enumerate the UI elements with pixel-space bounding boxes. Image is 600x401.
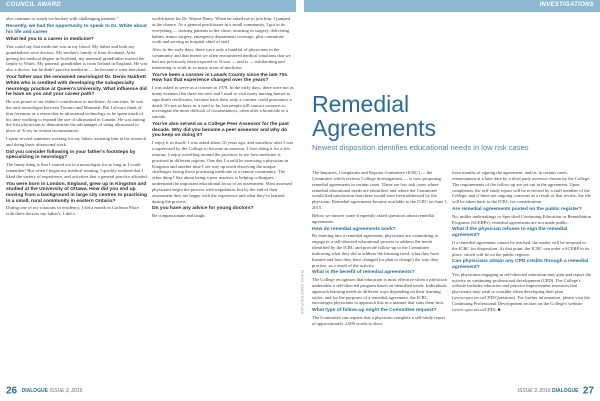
- answer: By entering into a remedial agreement, physicians are committing to engage in a self-directed educational process to address the needs identified by the ICRC and provide follow-up to the Committee indicating what they did to address the learning need, what they have learned and how they have changed (or plan to change) the way they practise, as a result of the activity.: [312, 233, 440, 268]
- article-subheadline: Newest disposition identifies educational needs in low risk cases: [312, 143, 529, 152]
- section-label-right: INVESTIGATIONS: [539, 2, 594, 8]
- headline-line-1: Remedial: [312, 91, 410, 117]
- article-column-3: [312, 170, 448, 378]
- answer: Be compassionate and laugh.: [152, 213, 206, 219]
- question: You've been a coroner in Lanark County since the late 70s. How has that experience changed over the years?: [152, 72, 289, 84]
- answer: I was asked to serve as a coroner in 1978. In the early days, there were not as many avenues that there are now and I used to visit many nursing homes to sign death certificates, because back then, only a coroner could pronounce a death. It's not as busy as it used to be, but people still contact coroners to investigate the more difficult of circumstances, often after a homicide or a suicide.: [152, 85, 294, 120]
- question: You were born in London, England, grew up in Kingston and studied at the University of Ottawa. How did you end up moving from a background in large city centres to practising in a small, rural community in eastern Ontario?: [6, 181, 148, 204]
- intro-heading: Recently, we had the opportunity to speak to Dr. White about his life and career: [6, 23, 147, 35]
- question: You've also served as a College Peer Assessor for the past decade. Why did you become a peer assessor and why do you keep on doing it?: [152, 122, 289, 139]
- paragraph: Below we answer some frequently asked questions about remedial agreements.: [312, 212, 435, 224]
- question: What if the physician refuses to sign the remedial agreement?: [452, 227, 568, 239]
- question: What type of follow-up might the Committee request?: [312, 308, 437, 314]
- paragraph: also continue to watch ice hockey with challenging patients.": [6, 16, 119, 21]
- publication-left: [22, 388, 83, 394]
- answer: He was proud of our father's contribution to medicine. At one time, he was the only neurologist between Toronto and Montreal. But I always think of him foremost as a researcher in ultrasound technology as he spent much of his time working to expand the use of ultrasound in Canada. He was among the first physicians to demonstrate the advantages of using ultrasound in place of X-ray in certain circumstances.: [6, 98, 146, 134]
- question: Are remedial agreements posted on the public register?: [452, 207, 582, 213]
- answer: The funny thing is that I started out in a neurologist for as long as I could remember! But when I began my medical training, I quickly realized that I liked the variety of experience, and activities that a general practice afforded.: [6, 162, 148, 179]
- question: Do you have any advice for young doctors?: [152, 206, 254, 212]
- headline-line-2: Agreements: [312, 115, 437, 141]
- section-label-left: COUNCIL AWARD: [6, 2, 61, 8]
- article-headline: [312, 92, 436, 140]
- paragraph: The Inquiries, Complaints and Reports Committee (ICRC) — the Committee which reviews College investigations — is now proposing remedial agreements in certain cases. These are low risk cases where remedial educational needs are identified, and where the Committee would find satisfaction that these would have been addressed by the physician. Remedial agreements became available to the ICRC on June 1, 2015.: [312, 170, 448, 211]
- answer: During one of my rotations in residency, I did a month in Carleton Place with three doctors my father's. I did a: [6, 205, 139, 217]
- issue-left: ISSUE 3, 2016: [49, 387, 83, 394]
- photo-credit: PHOTO: CARLETON PLACE: [300, 270, 304, 315]
- answer: The College recognizes that education is most effective when a physician undertakes a self-directed program based on identified needs. Individuals approach learning needs in different ways depending on their learning styles, and for the purposes of a remedial agreement, the ICRC encourages physicians to approach this in a manner that suits them best.: [312, 277, 447, 306]
- question: Did you consider following in your father's footsteps by specializing in neurology?: [6, 149, 136, 161]
- question: What is the benefit of remedial agreements?: [312, 270, 415, 276]
- publication-name-right: DIALOGUE: [552, 387, 579, 394]
- question: What led you to a career in medicine?: [6, 37, 94, 43]
- answer: I spent several summers working for my father, assisting him in his research and doing basic ultrasound work.: [6, 136, 147, 147]
- issue-right: ISSUE 3, 2016: [517, 387, 551, 394]
- section-banner-left: [0, 0, 296, 12]
- answer: You could say that medicine was in my blood. My father and both my grandfathers were doctors. My mother's family is from Scotland. After getting his medical degree in Scotland, my maternal grandfather moved the family to Wales. My paternal grandfather is from Ireland in England. He was also a doctor, but he didn't practise medicine — he became a wine merchant.: [6, 43, 148, 73]
- section-banner-right: [304, 0, 600, 12]
- answer: No, unlike undertakings or Specified Continuing Education or Remediation Programs (SCERPs), remedial agreements are not made public.: [452, 213, 591, 225]
- answer: Yes, physicians engaging in self-directed education may gain and report the activity as continuing professional development (CPD). The College's website includes education and practice improvement resources that physicians may wish to consider when developing their plan (www.cpso.on.ca/CPD/Questions). For further information, please visit the Continuing Professional Development section on the College's website (www.cpso.on.ca/CPD). ■: [452, 271, 591, 312]
- paragraph: from months of signing the agreement, and/or, in certain cases, reassessment at a later date by a third party assessor chosen by the College. The requirements of the follow-up are set out in the agreement. Upon completion, the self-study report will be reviewed by a staff member of the College, and if there are ongoing concerns as a result of that review, the file will be taken back to the ICRC for consideration.: [452, 170, 591, 205]
- page-number-left: 26: [6, 385, 18, 397]
- answer: I enjoy it so much! I was asked about 10 years ago, and somehow after I was a supervised by the College to become an assessor. I love doing it for a few reasons. I enjoy travelling around the province to see how medicine is practised in different regions. One day I would be assessing a physician in Kingston and another time I see way up north observing the unique challenges facing those practising medicine in a remote community. The other thing I like about being a peer assessor is helping colleagues understand the important educational focus of an assessment. Most assessed physicians begin the process with trepidation, but by the end of their assessment they are happy with the experience and what they've learned during the process.: [152, 140, 294, 204]
- footer-right: [518, 382, 594, 398]
- article-column-1: [6, 16, 148, 388]
- publication-name-left: DIALOGUE: [21, 387, 48, 394]
- answer: If a remedial agreement cannot be reached, the matter will be returned to the ICRC for disposition. At that point, the ICRC can order a SCERP in its place, which will be on the public register.: [452, 239, 590, 257]
- paragraph: Also, in the early days, there were only a handful of physicians in the community and that meant we often encountered medical situations that we had not previously been exposed to. It was — and is — exhilarating and interesting to work in so many areas of medicine.: [152, 47, 291, 70]
- footer-left: [6, 382, 82, 398]
- question: How do remedial agreements work?: [312, 226, 396, 232]
- page-number-right: 27: [582, 385, 594, 397]
- paragraph: worldchaser for Dr. Wayne Barry. When he asked me to join him, I jumped at the chance. As a general practitioner in a small community, I got to do everything — treating patients in the clinic, assisting in surgery, delivering babies, minor surgery, emergency department coverage, plus committee work and serving as hospital chief of staff.: [152, 16, 290, 45]
- publication-right: [518, 388, 579, 394]
- article-column-2: [152, 16, 294, 388]
- answer: The Committee can request that a physician complete a self-study report of approximately 2,000 words to draw: [312, 314, 446, 326]
- article-column-4: [452, 170, 592, 378]
- question: Can physicians obtain any CPD credits through a remedial agreement?: [452, 259, 589, 271]
- question: Your father was the renowned neurologist Dr. Denis Naldrett White who is credited with developing the subspecialty neurology practice at Queen's University. What influence did he have on you and your career path?: [6, 75, 147, 98]
